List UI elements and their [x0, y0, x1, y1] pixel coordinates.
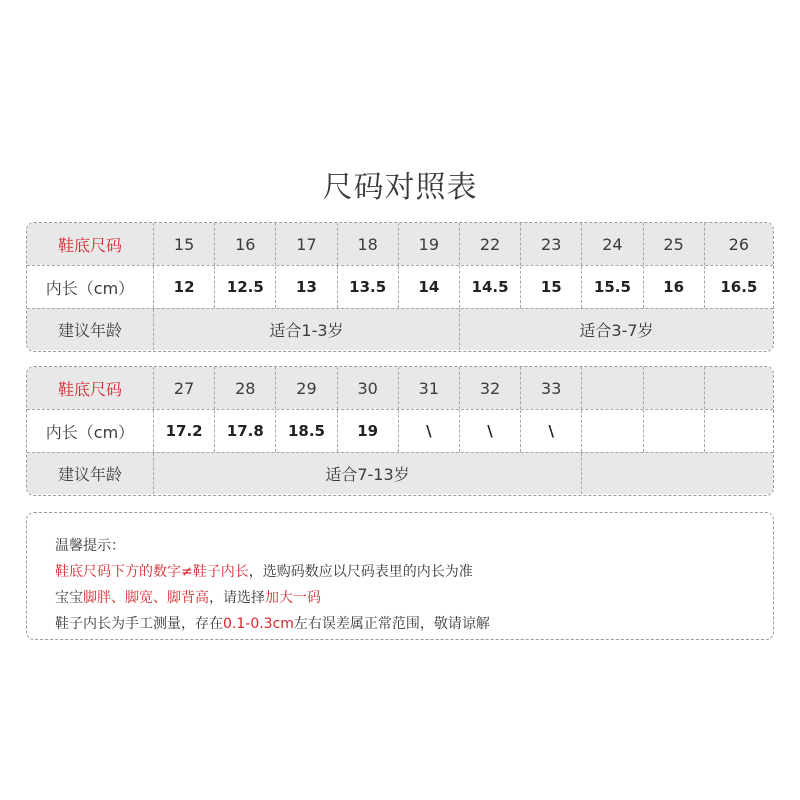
size-cell: 30: [337, 367, 398, 409]
size-cell: 23: [520, 223, 581, 265]
length-cell: 19: [337, 410, 398, 452]
tips-line-3-highlight: 0.1-0.3cm: [223, 616, 294, 632]
tips-line-1-highlight: 鞋底尺码下方的数字≠鞋子内长: [55, 564, 249, 580]
size-cell: 26: [704, 223, 773, 265]
length-row-label: 内长（cm）: [45, 422, 135, 442]
tips-box: [26, 512, 774, 640]
length-cell: 16.5: [704, 266, 773, 308]
size-table-2: [26, 366, 774, 496]
length-cell: 17.8: [214, 410, 275, 452]
size-cell: 22: [459, 223, 520, 265]
size-cell: [581, 367, 642, 409]
size-cell: 33: [520, 367, 581, 409]
length-cell: 13: [275, 266, 336, 308]
length-cell: 16: [643, 266, 704, 308]
size-cell: 31: [398, 367, 459, 409]
size-row-label: 鞋底尺码: [57, 235, 122, 255]
size-cell: 24: [581, 223, 642, 265]
size-row: [27, 367, 773, 409]
tips-line-3: [55, 611, 745, 637]
tips-line-3-text-b: 左右误差属正常范围，敬请谅解: [293, 616, 490, 632]
page-title: 尺码对照表: [322, 170, 478, 205]
length-cell: 14: [398, 266, 459, 308]
tips-line-2-highlight-2: 加大一码: [265, 590, 321, 606]
length-cell: 12.5: [214, 266, 275, 308]
tips-heading: 温馨提示：: [55, 538, 125, 554]
age-row: [27, 452, 773, 494]
length-cell: 17.2: [153, 410, 214, 452]
age-row: [27, 308, 773, 350]
age-cell: [581, 453, 773, 494]
age-row-label: 建议年龄: [57, 321, 122, 340]
size-cell: 15: [153, 223, 214, 265]
size-cell: 29: [275, 367, 336, 409]
length-row-label: 内长（cm）: [45, 278, 135, 298]
size-row-label: 鞋底尺码: [57, 379, 122, 399]
tips-line-2-text-b: ，请选择: [209, 590, 265, 606]
length-row: [27, 409, 773, 452]
age-row-label: 建议年龄: [57, 465, 122, 484]
length-cell: \: [459, 410, 520, 452]
age-cell: 适合3-7岁: [459, 309, 773, 350]
size-cell: 16: [214, 223, 275, 265]
size-cell: 25: [643, 223, 704, 265]
tips-line-3-text-a: 鞋子内长为手工测量，存在: [55, 616, 223, 632]
length-cell: 15.5: [581, 266, 642, 308]
length-cell: 18.5: [275, 410, 336, 452]
length-row: [27, 265, 773, 308]
age-cell: 适合7-13岁: [153, 453, 581, 494]
size-cell: 19: [398, 223, 459, 265]
age-cell: 适合1-3岁: [153, 309, 459, 350]
tips-line-2-text-a: 宝宝: [55, 590, 83, 606]
length-cell: 12: [153, 266, 214, 308]
size-cell: 27: [153, 367, 214, 409]
length-cell: [704, 410, 773, 452]
size-row: [27, 223, 773, 265]
length-cell: \: [520, 410, 581, 452]
tips-line-1-text: ，选购码数应以尺码表里的内长为准: [248, 564, 473, 580]
length-cell: \: [398, 410, 459, 452]
size-cell: 17: [275, 223, 336, 265]
length-cell: 15: [520, 266, 581, 308]
length-cell: [643, 410, 704, 452]
length-cell: 14.5: [459, 266, 520, 308]
tips-line-1: [55, 559, 745, 585]
size-cell: 18: [337, 223, 398, 265]
tips-line-2-highlight-1: 脚胖、脚宽、脚背高: [83, 590, 209, 606]
size-cell: [704, 367, 773, 409]
size-cell: 28: [214, 367, 275, 409]
length-cell: 13.5: [337, 266, 398, 308]
length-cell: [581, 410, 642, 452]
size-table-1: [26, 222, 774, 352]
tips-line-2: [55, 585, 745, 611]
size-cell: 32: [459, 367, 520, 409]
size-cell: [643, 367, 704, 409]
